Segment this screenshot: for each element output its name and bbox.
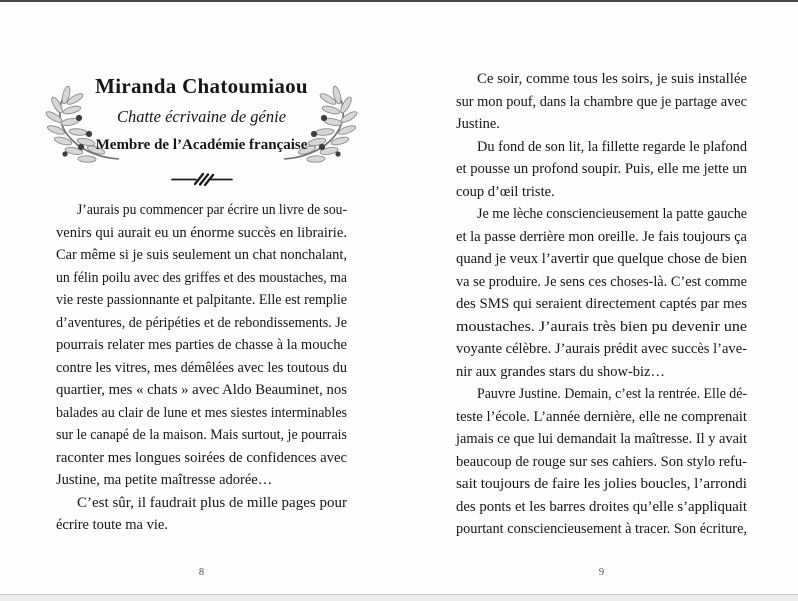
right-page-body — [456, 68, 747, 541]
right-page — [456, 0, 747, 592]
text-line: Justine, ma petite maîtresse adorée… — [56, 472, 273, 488]
page-number-right: 9 — [598, 567, 605, 578]
text-line: jamais ce que lui demandait la maîtresse. Il y avait — [456, 431, 747, 447]
text-line: nir aux grandes stars du show-biz… — [456, 363, 665, 380]
text-line: sur mon pouf, dans la chambre que je partage avec — [456, 93, 747, 110]
window-bottom-bar — [0, 594, 798, 601]
text-line: beaucoup de rouge sur ses cahiers. Son stylo refu- — [456, 453, 747, 470]
book-subtitle: Chatte écrivaine de génie — [116, 107, 287, 126]
text-line: J’aurais pu commencer par écrire un livre de sou- — [77, 202, 347, 218]
paragraph — [456, 383, 747, 541]
page-number-left: 8 — [198, 567, 205, 578]
paragraph — [456, 136, 747, 204]
paragraph — [56, 492, 347, 537]
text-line: raconter mes longues soirées de confidences avec — [56, 449, 347, 466]
text-line: coup d’œil triste. — [456, 183, 555, 200]
text-line: venirs qui aurait eu un énorme succès en librairie. — [56, 224, 347, 241]
book-title: Miranda Chatoumiaou — [95, 74, 308, 98]
paragraph — [456, 203, 747, 383]
text-line: Car même si je suis seulement un chat nonchalant, — [56, 247, 347, 263]
text-line: moustaches. J’aurais très bien pu devenir une — [456, 318, 747, 335]
text-line: vie reste passionnante et palpitante. Elle est remplie — [56, 292, 347, 308]
left-page — [56, 0, 347, 592]
text-line: quartier, mes « chats » avec Aldo Beauminet, nos — [56, 382, 347, 398]
left-page-body — [56, 199, 347, 537]
text-line: sur le canapé de la maison. Mais surtout, je pourrais — [56, 427, 347, 443]
text-line: et la passe derrière mon oreille. Je fais toujours ça — [456, 228, 747, 245]
text-line: écrire toute ma vie. — [56, 517, 168, 533]
text-line: contre les vitres, mes démêlées avec les toutous du — [56, 359, 347, 376]
text-line: un félin poilu avec des griffes et des moustaches, ma — [56, 269, 347, 286]
text-line: des ponts et les barres droites qu’elle s’appliquait — [456, 498, 747, 515]
text-line: d’aventures, de péripéties et de rebondissements. Je — [56, 314, 347, 331]
text-line: et pousse un profond soupir. Puis, elle me jette un — [456, 161, 747, 177]
text-line: pourrais relater mes parties de chasse à la mouche — [56, 337, 347, 353]
text-line: voyante célèbre. J’aurais prédit avec succès l’ave- — [456, 341, 747, 357]
text-line: Pauvre Justine. Demain, c’est la rentrée. Elle dé- — [477, 386, 747, 402]
text-line: C’est sûr, il faudrait plus de mille pages pour — [77, 494, 347, 511]
text-line: Ce soir, comme tous les soirs, je suis installée — [477, 71, 747, 87]
knot-divider-icon — [170, 171, 234, 187]
text-line: Je me lèche consciencieusement la patte gauche — [477, 206, 747, 222]
text-line: des SMS qui seraient directement captés par mes — [456, 296, 747, 312]
paragraph — [456, 68, 747, 136]
text-line: pourtant consciencieusement à tracer. Son écriture, — [456, 521, 747, 537]
paragraph — [56, 199, 347, 492]
text-line: va se produire. Je sens ces choses-là. C’est comme — [456, 273, 747, 290]
text-line: Justine. — [456, 116, 500, 132]
book-affiliation: Membre de l’Académie française — [95, 137, 308, 153]
text-line: quand je veux l’avertir que quelque chose de bien — [456, 251, 747, 267]
text-line: sait toujours de faire les jolies boucles, l’arrondi — [456, 476, 747, 492]
text-line: teste l’école. L’année dernière, elle ne comprenait — [456, 408, 747, 425]
text-line: Du fond de son lit, la fillette regarde le plafond — [477, 138, 747, 155]
text-line: balades au clair de lune et mes siestes interminables — [56, 404, 347, 421]
